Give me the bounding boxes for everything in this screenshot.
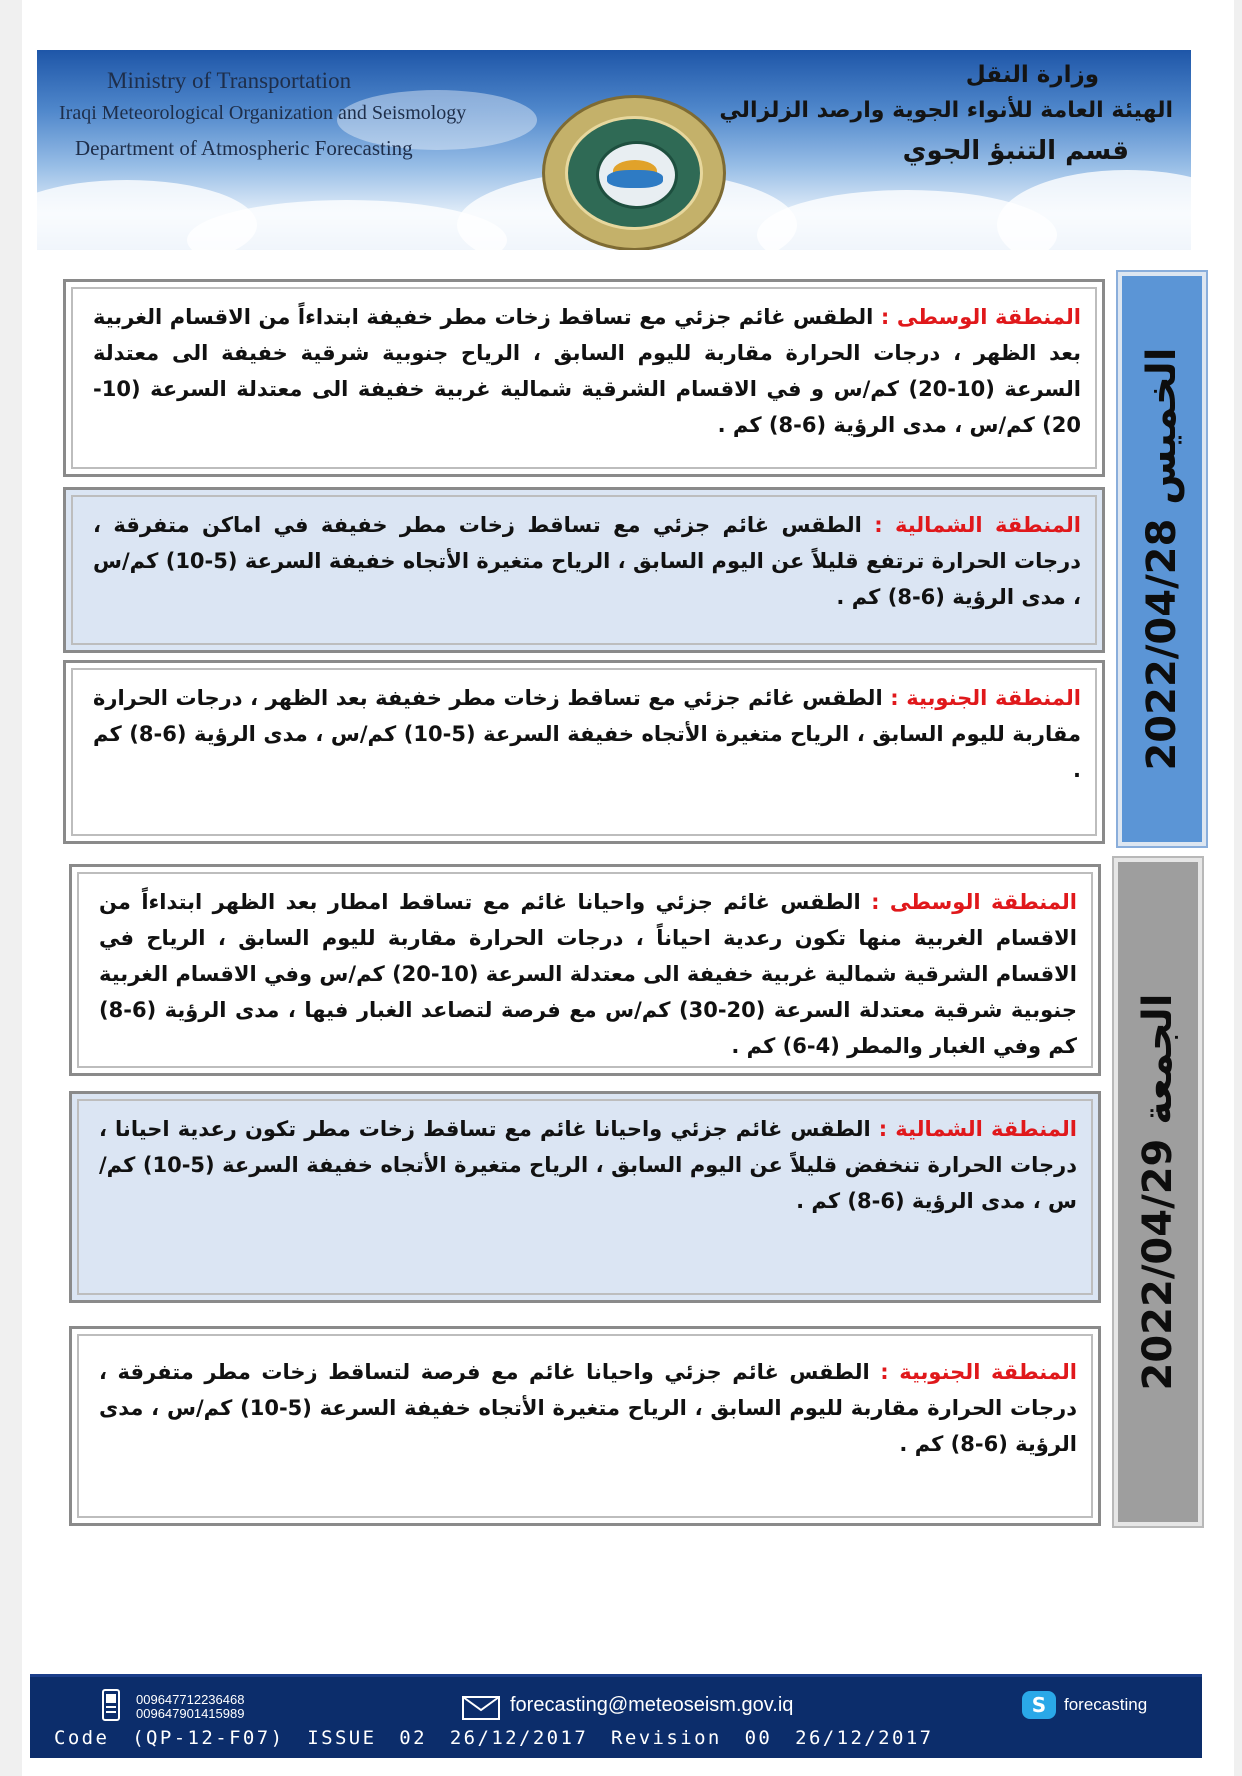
- mail-icon[interactable]: [462, 1696, 500, 1720]
- forecast-box-friday-north: [69, 1091, 1101, 1303]
- forecast-box-friday-central: [69, 864, 1101, 1076]
- region-name: المنطقة الشمالية :: [874, 513, 1082, 537]
- forecast-text: الطقس غائم جزئي مع تساقط زخات مطر خفيفة ابتداءاً من الاقسام الغربية بعد الظهر ، درجات الحرارة مقاربة لليوم السابق ، الرياح جنوبية شرقية خفيفة الى معتدلة السرعة (10-20) كم/س و في الاقسام الشرقية شمالية غربية خفيفة الى معتدلة السرعة (10-20) كم/س ، مدى الرؤية (6-8) كم .: [93, 305, 1081, 437]
- header-en-dept: Department of Atmospheric Forecasting: [75, 136, 413, 160]
- email-link[interactable]: forecasting@meteoseism.gov.iq: [510, 1694, 794, 1716]
- date-bar-friday: [1114, 858, 1202, 1526]
- date-label-friday: الجمعة 2022/04/29: [1135, 993, 1181, 1391]
- forecast-box-friday-south: [69, 1326, 1101, 1526]
- region-name: المنطقة الجنوبية :: [880, 1360, 1077, 1384]
- organization-seal-icon: [542, 95, 726, 250]
- region-name: المنطقة الشمالية :: [878, 1117, 1077, 1141]
- forecast-box-thursday-north: [63, 487, 1105, 653]
- forecast-box-thursday-south: [63, 660, 1105, 844]
- date-bar-thursday: [1118, 272, 1206, 846]
- header-en-org: Iraqi Meteorological Organization and Seismology: [59, 102, 467, 124]
- forecast-box-thursday-central: [63, 279, 1105, 477]
- forecast-text: الطقس غائم جزئي واحيانا غائم مع فرصة لتساقط زخات مطر متفرقة ، درجات الحرارة مقاربة لليوم السابق ، الرياح متغيرة الأتجاه خفيفة السرعة (5-10) كم/س ، مدى الرؤية (6-8) كم .: [99, 1360, 1078, 1456]
- header-banner: [37, 50, 1191, 250]
- skype-icon: S: [1022, 1691, 1056, 1719]
- forecast-text: الطقس غائم جزئي واحيانا غائم مع تساقط امطار بعد الظهر ابتداءاً من الاقسام الغربية منها تكون رعدية احياناً ، درجات الحرارة مقاربة لليوم السابق ، الرياح في الاقسام الشرقية شمالية غربية خفيفة الى معتدلة السرعة (10-20) كم/س وفي الاقسام الغربية جنوبية شرقية معتدلة السرعة (20-30) كم/س مع فرصة لتصاعد الغبار فيها ، مدى الرؤية (6-8) كم وفي الغبار والمطر (4-6) كم .: [99, 890, 1077, 1058]
- header-ar-dept: قسم التنبؤ الجوي: [902, 136, 1129, 166]
- phone-number-1: 009647712236468: [136, 1692, 245, 1707]
- phone-icon: [102, 1689, 120, 1721]
- header-en-ministry: Ministry of Transportation: [107, 68, 352, 93]
- skype-handle[interactable]: forecasting: [1064, 1695, 1148, 1714]
- forecast-text: الطقس غائم جزئي واحيانا غائم مع تساقط زخات مطر تكون رعدية احيانا ، درجات الحرارة تنخفض قليلاً عن اليوم السابق ، الرياح متغيرة الأتجاه خفيفة السرعة (5-10) كم/س ، مدى الرؤية (6-8) كم .: [99, 1117, 1077, 1213]
- region-name: المنطقة الوسطى :: [871, 890, 1078, 914]
- phone-number-2: 009647901415989: [136, 1706, 245, 1721]
- region-name: المنطقة الجنوبية :: [890, 686, 1082, 710]
- date-label-thursday: الخميس 2022/04/28: [1139, 347, 1185, 771]
- header-ar-org: الهيئة العامة للأنواء الجوية وارصد الزلزالي: [719, 98, 1173, 123]
- cloud-shape: [997, 170, 1191, 250]
- footer-bar: [30, 1674, 1202, 1758]
- region-name: المنطقة الوسطى :: [880, 305, 1082, 329]
- forecast-text: الطقس غائم جزئي مع تساقط زخات مطر خفيفة في اماكن متفرقة ، درجات الحرارة ترتفع قليلاً عن اليوم السابق ، الرياح متغيرة الأتجاه خفيفة السرعة (5-10) كم/س ، مدى الرؤية (6-8) كم .: [93, 513, 1081, 609]
- document-code-line: Code (QP-12-F07) ISSUE 02 26/12/2017 Revision 00 26/12/2017: [54, 1727, 934, 1749]
- forecast-text: الطقس غائم جزئي مع تساقط زخات مطر خفيفة بعد الظهر ، درجات الحرارة مقاربة لليوم السابق ، الرياح متغيرة الأتجاه خفيفة السرعة (5-10) كم/س ، مدى الرؤية (6-8) كم .: [93, 686, 1082, 782]
- header-ar-ministry: وزارة النقل: [965, 62, 1099, 88]
